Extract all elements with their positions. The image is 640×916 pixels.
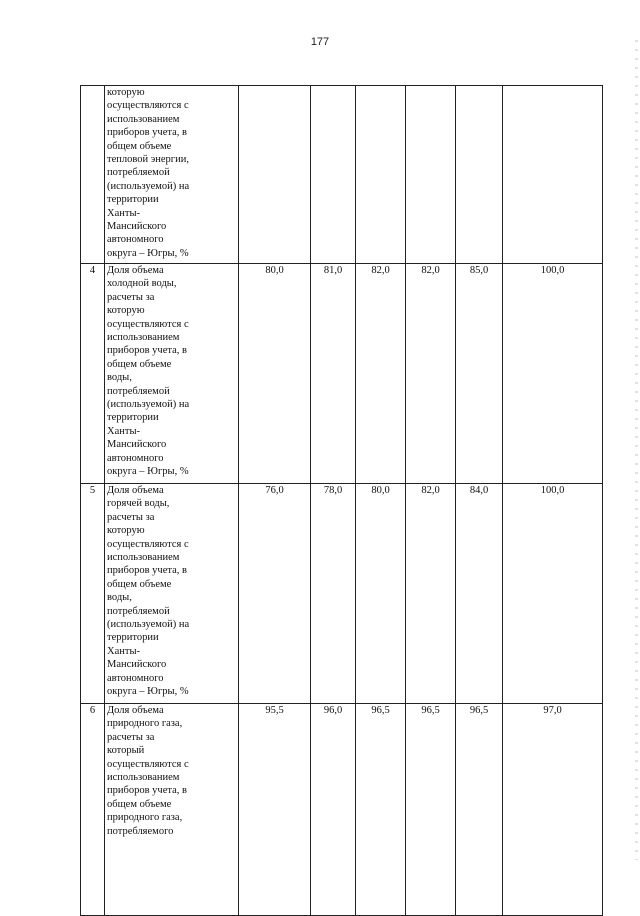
indicator-value: 100,0 [503, 264, 603, 484]
indicator-name-line: общем объеме [107, 140, 172, 152]
indicator-name-line: которую [107, 305, 145, 317]
indicator-name-line: автономного [107, 452, 164, 464]
indicator-name-line: Ханты- [107, 207, 141, 219]
indicator-name-line: приборов учета, в [107, 127, 187, 139]
table-row [81, 86, 603, 264]
indicator-name-line: Доля объема [107, 265, 164, 276]
indicator-value: 82,0 [406, 264, 456, 484]
indicator-name-line: приборов учета, в [107, 565, 187, 577]
indicator-value: 96,5 [456, 704, 503, 916]
indicator-name-line: использованием [107, 332, 180, 344]
indicator-name-line: природного газа, [107, 718, 183, 730]
indicator-name-line: использованием [107, 113, 180, 125]
scan-edge-marks [635, 40, 638, 860]
indicator-name-line: округа – Югры, % [107, 686, 189, 698]
indicator-name-line: осуществляются с [107, 538, 189, 550]
indicator-value: 76,0 [239, 484, 311, 704]
indicator-name-line: потребляемой [107, 385, 170, 397]
indicator-value [311, 86, 356, 264]
indicator-name-line: общем объеме [107, 798, 172, 810]
indicator-name-line: потребляемого [107, 825, 174, 837]
row-number: 6 [81, 704, 105, 916]
indicator-name-line: расчеты за [107, 511, 155, 523]
indicator-value: 96,5 [406, 704, 456, 916]
row-number: 5 [81, 484, 105, 704]
indicator-name-line: которую [107, 525, 145, 537]
indicator-value: 81,0 [311, 264, 356, 484]
indicator-name-line: Ханты- [107, 645, 141, 657]
indicator-name-line: природного газа, [107, 812, 183, 824]
indicator-name-line: территории [107, 194, 159, 206]
indicators-table [80, 85, 603, 916]
indicator-name-line: потребляемой [107, 167, 170, 179]
indicator-name-line: (используемой) на [107, 180, 190, 192]
indicator-name-line: Доля объема [107, 705, 164, 716]
indicator-name-line: потребляемой [107, 605, 170, 617]
table-row [81, 484, 603, 704]
indicator-value: 96,0 [311, 704, 356, 916]
indicator-name [105, 86, 239, 264]
indicator-name [105, 484, 239, 704]
table-row [81, 704, 603, 916]
row-number [81, 86, 105, 264]
indicator-name-line: Доля объема [107, 485, 164, 496]
indicator-name-line: осуществляются с [107, 100, 189, 112]
indicator-name-line: Ханты- [107, 425, 141, 437]
indicator-name-line: Мансийского [107, 221, 167, 233]
indicator-name-line: приборов учета, в [107, 785, 187, 797]
indicator-name-line: (используемой) на [107, 399, 190, 411]
indicator-name-line: общем объеме [107, 578, 172, 590]
indicator-name-line: Мансийского [107, 659, 167, 671]
indicator-name-line: (используемой) на [107, 619, 190, 631]
indicator-name-line: территории [107, 412, 159, 424]
indicator-value: 80,0 [356, 484, 406, 704]
indicator-name-line: приборов учета, в [107, 345, 187, 357]
indicator-name-line: Мансийского [107, 439, 167, 451]
indicator-name-line: которую [107, 87, 145, 98]
table-row [81, 264, 603, 484]
indicator-name-line: использованием [107, 772, 180, 784]
indicator-value: 97,0 [503, 704, 603, 916]
indicator-name-line: расчеты за [107, 291, 155, 303]
indicator-name-line: территории [107, 632, 159, 644]
indicator-value [356, 86, 406, 264]
indicator-name-line: который [107, 745, 145, 757]
indicator-value [239, 86, 311, 264]
indicator-value: 80,0 [239, 264, 311, 484]
indicator-name-line: расчеты за [107, 731, 155, 743]
indicator-name-line: воды, [107, 592, 132, 604]
row-number: 4 [81, 264, 105, 484]
indicator-value: 100,0 [503, 484, 603, 704]
indicator-name-line: округа – Югры, % [107, 466, 189, 478]
indicator-name-line: общем объеме [107, 358, 172, 370]
indicator-name-line: тепловой энергии, [107, 154, 189, 166]
indicator-value [406, 86, 456, 264]
indicator-name [105, 704, 239, 916]
indicator-name [105, 264, 239, 484]
indicator-value: 96,5 [356, 704, 406, 916]
page-number: 177 [310, 36, 330, 48]
indicator-value: 95,5 [239, 704, 311, 916]
indicator-value: 82,0 [356, 264, 406, 484]
indicator-name-line: округа – Югры, % [107, 247, 189, 259]
indicator-name-line: автономного [107, 234, 164, 246]
indicator-value: 85,0 [456, 264, 503, 484]
indicator-name-line: холодной воды, [107, 278, 177, 290]
indicator-value [503, 86, 603, 264]
indicator-name-line: воды, [107, 372, 132, 384]
indicator-name-line: горячей воды, [107, 498, 170, 510]
indicator-value: 84,0 [456, 484, 503, 704]
indicator-name-line: автономного [107, 672, 164, 684]
indicator-value [456, 86, 503, 264]
indicator-name-line: использованием [107, 552, 180, 564]
indicator-name-line: осуществляются с [107, 758, 189, 770]
indicator-value: 78,0 [311, 484, 356, 704]
indicator-value: 82,0 [406, 484, 456, 704]
indicator-name-line: осуществляются с [107, 318, 189, 330]
